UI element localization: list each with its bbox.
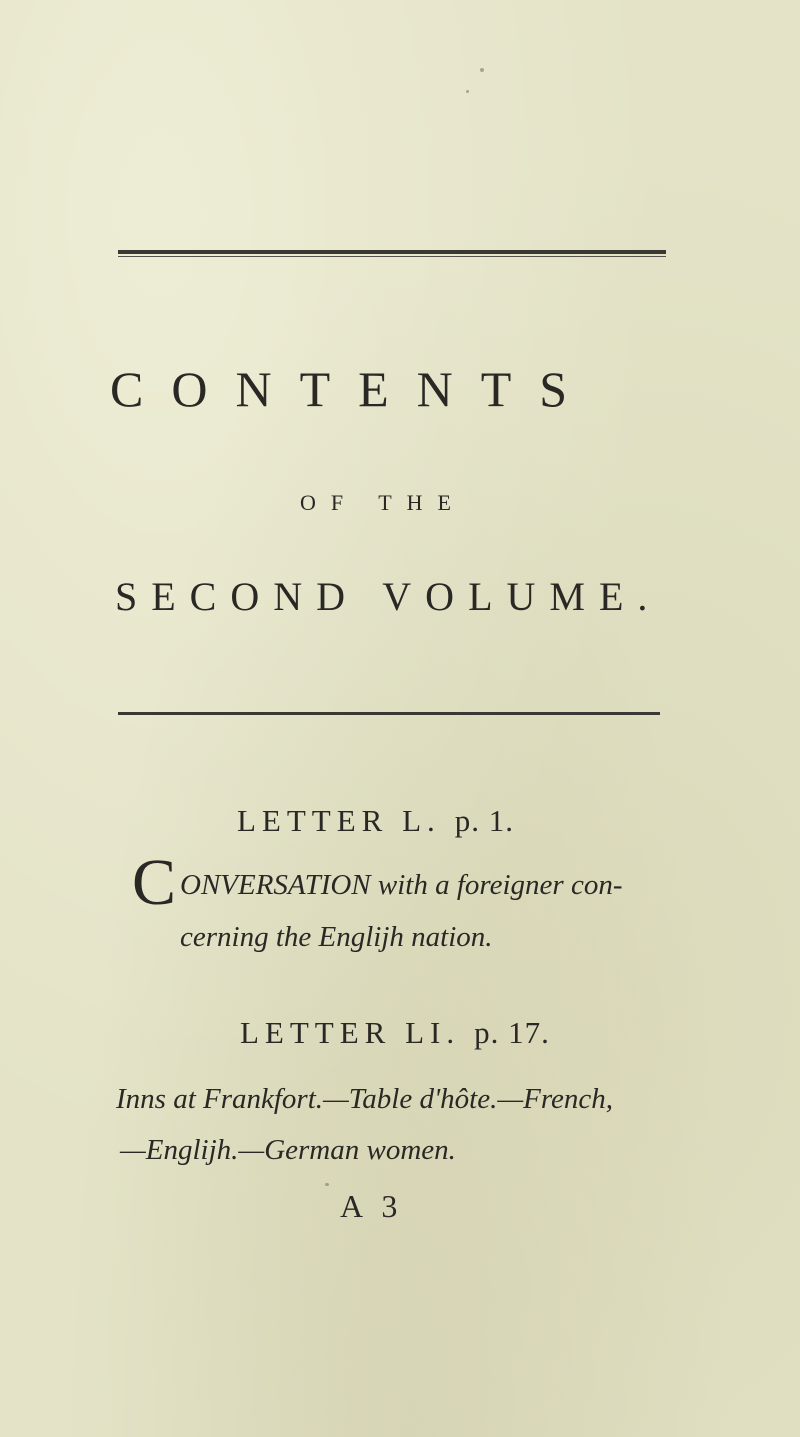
letter-1-summary-line-2: cerning the Englijh nation. (180, 921, 493, 953)
foxing-spot (466, 90, 469, 93)
letter-label: LETTER LI. (240, 1015, 461, 1050)
letter-page-ref: p. 17. (474, 1015, 550, 1050)
letter-label: LETTER L. (237, 803, 441, 838)
contents-title: CONTENTS (110, 361, 596, 417)
foxing-spot (325, 1183, 329, 1186)
foxing-spot (480, 68, 484, 72)
of-the-subtitle: OF THE (300, 490, 466, 515)
letter-heading-2 (240, 1015, 550, 1051)
letter-2-summary-line-1: Inns at Frankfort.—Table d'hôte.—French, (116, 1083, 614, 1115)
divider-rule (118, 712, 660, 715)
letter-1-summary-line-1: ONVERSATION with a foreigner con- (180, 869, 623, 901)
letter-page-ref: p. 1. (454, 803, 515, 838)
top-rule-thin (118, 256, 666, 257)
letter-heading-1 (237, 803, 514, 839)
top-rule (118, 250, 666, 254)
letter-2-summary-line-2: —Englijh.—German women. (120, 1134, 456, 1166)
drop-cap: C (132, 846, 177, 919)
volume-heading: SECOND VOLUME. (115, 574, 662, 619)
signature-mark: A 3 (340, 1188, 404, 1224)
